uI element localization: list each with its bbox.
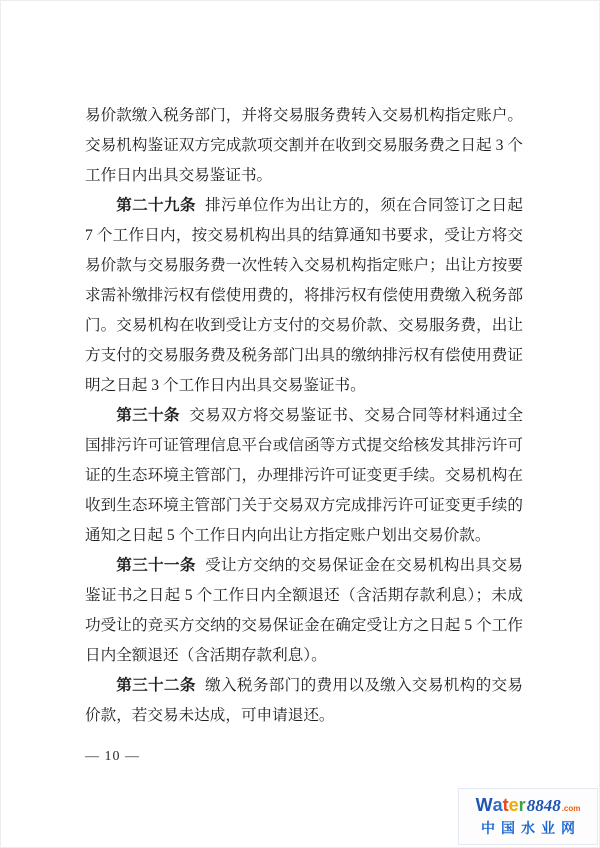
paragraph bbox=[85, 551, 523, 671]
article-number: 第三十一条 bbox=[116, 557, 196, 574]
paragraph-text: 受让方交纳的交易保证金在交易机构出具交易鉴证书之日起 5 个工作日内全额退还（含活期存款利息）；未成功受让的竞买方交纳的交易保证金在确定受让方之日起 5 个工作日内全额退还（含活期存款利息）。 bbox=[85, 557, 523, 664]
paragraph bbox=[85, 101, 523, 191]
brand-letter: e bbox=[508, 794, 519, 815]
paragraph bbox=[85, 401, 523, 551]
brand-letter: r bbox=[518, 794, 526, 815]
paragraph bbox=[85, 671, 523, 731]
watermark bbox=[458, 788, 598, 845]
brand-number: 8848 bbox=[526, 795, 561, 815]
article-number: 第三十条 bbox=[116, 407, 180, 424]
paragraph-text: 易价款缴入税务部门，并将交易服务费转入交易机构指定账户。交易机构鉴证双方完成款项交割并在收到交易服务费之日起 3 个工作日内出具交易鉴证书。 bbox=[85, 107, 523, 184]
brand-logo bbox=[476, 796, 581, 814]
article-number: 第二十九条 bbox=[116, 197, 196, 214]
page-number: — 10 — bbox=[85, 749, 140, 764]
article-number: 第三十二条 bbox=[116, 677, 196, 694]
brand-tld: .com bbox=[561, 803, 581, 813]
paragraph-text: 缴入税务部门的费用以及缴入交易机构的交易价款，若交易未达成，可申请退还。 bbox=[85, 677, 523, 724]
brand-letter: a bbox=[492, 794, 503, 815]
document-body bbox=[85, 101, 523, 731]
brand-tagline: 中国水业网 bbox=[481, 819, 581, 836]
paragraph-text: 排污单位作为出让方的，须在合同签订之日起 7 个工作日内，按交易机构出具的结算通知书要求，受让方将交易价款与交易服务费一次性转入交易机构指定账户；出让方按要求需补缴排污权有偿使用费的，将排污权有偿使用费缴入税务部门。交易机构在收到受让方支付的交易价款、交易服务费，出让方支付的交易服务费及税务部门出具的缴纳排污权有偿使用费证明之日起 3 个工作日内出具交易鉴证书。 bbox=[85, 197, 523, 394]
paragraph bbox=[85, 191, 523, 401]
brand-letter: t bbox=[502, 794, 509, 815]
brand-letter: W bbox=[475, 794, 493, 815]
paragraph-text: 交易双方将交易鉴证书、交易合同等材料通过全国排污许可证管理信息平台或信函等方式提交给核发其排污许可证的生态环境主管部门，办理排污许可证变更手续。交易机构在收到生态环境主管部门关于交易双方完成排污许可证变更手续的通知之日起 5 个工作日内向出让方指定账户划出交易价款。 bbox=[85, 407, 523, 544]
